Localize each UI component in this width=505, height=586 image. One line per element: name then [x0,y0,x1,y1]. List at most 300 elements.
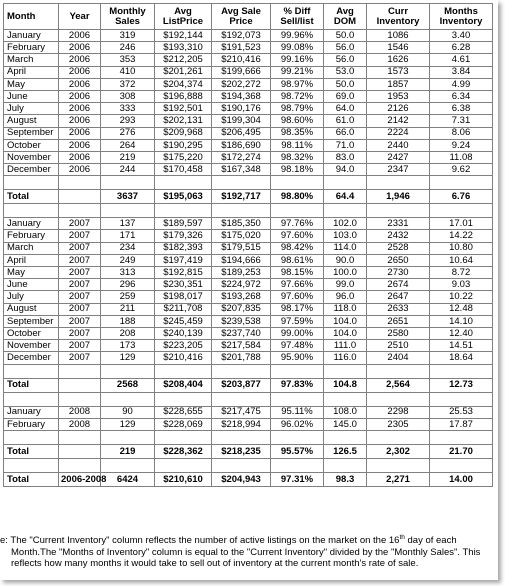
grand-total-row [4,472,493,486]
cell-month: June [4,279,59,291]
spacer-row [4,458,493,472]
cell-month: February [4,418,59,430]
table-row [4,406,493,418]
cell-monthly-sales: 188 [101,315,155,327]
cell-months-inventory: 10.80 [430,242,493,254]
cell-avg-dom: 116.0 [324,352,367,364]
cell-avg-dom: 56.0 [324,42,367,54]
cell-pct-diff: 99.00% [271,327,324,339]
cell-avg-dom: 108.0 [324,406,367,418]
inventory-table [3,3,493,487]
cell-year: 2006 [59,151,101,163]
cell-monthly-sales: 173 [101,340,155,352]
cell-monthly-sales: 276 [101,127,155,139]
cell-avg-dom: 96.0 [324,291,367,303]
cell-avg-list-price: $245,459 [155,315,212,327]
table-row [4,230,493,242]
cell-avg-dom: 104.0 [324,315,367,327]
table-row [4,267,493,279]
empty-cell [430,204,493,218]
cell-curr-inventory: 2440 [367,139,430,151]
header-avg-dom: Avg DOM [324,4,367,30]
footnote-line-2: Month.The "Months of Inventory" column is equal to the "Current Inventory" divided by the "Monthly Sales". This [11,546,481,558]
table-row [4,78,493,90]
empty-cell [271,458,324,472]
cell-pct-diff: 97.60% [271,230,324,242]
cell-month: November [4,151,59,163]
cell-avg-list-price: $210,416 [155,352,212,364]
cell-year: 2006 [59,30,101,42]
cell-avg-dom: 114.0 [324,242,367,254]
spacer-row [4,364,493,378]
empty-cell [155,204,212,218]
cell-pct-diff: 96.02% [271,418,324,430]
cell-year [59,378,101,392]
empty-cell [101,204,155,218]
cell-avg-list-price: $190,295 [155,139,212,151]
cell-avg-dom: 53.0 [324,66,367,78]
cell-avg-sale-price: $218,994 [212,418,271,430]
cell-avg-list-price: $201,261 [155,66,212,78]
cell-avg-sale-price: $237,740 [212,327,271,339]
cell-avg-dom: 71.0 [324,139,367,151]
cell-avg-sale-price: $190,176 [212,103,271,115]
table-body [4,30,493,487]
cell-monthly-sales: 211 [101,303,155,315]
cell-avg-list-price: $211,708 [155,303,212,315]
header-monthly-sales: Monthly Sales [101,4,155,30]
cell-months-inventory: 6.28 [430,42,493,54]
cell-avg-sale-price: $210,416 [212,54,271,66]
cell-avg-list-price: $198,017 [155,291,212,303]
cell-pct-diff: 97.31% [271,472,324,486]
empty-cell [155,176,212,190]
cell-avg-list-price: $228,362 [155,444,212,458]
empty-cell [155,392,212,406]
empty-cell [101,430,155,444]
cell-avg-dom: 104.8 [324,378,367,392]
cell-year: 2007 [59,279,101,291]
cell-months-inventory: 18.64 [430,352,493,364]
cell-avg-sale-price: $185,350 [212,218,271,230]
cell-month: February [4,42,59,54]
empty-cell [101,392,155,406]
cell-avg-list-price: $192,144 [155,30,212,42]
cell-avg-dom: 83.0 [324,151,367,163]
empty-cell [324,204,367,218]
cell-avg-sale-price: $202,272 [212,78,271,90]
cell-curr-inventory: 2580 [367,327,430,339]
cell-month: Total [4,378,59,392]
empty-cell [324,364,367,378]
cell-pct-diff: 98.42% [271,242,324,254]
cell-months-inventory: 12.40 [430,327,493,339]
cell-avg-sale-price: $186,690 [212,139,271,151]
empty-cell [430,176,493,190]
cell-pct-diff: 95.57% [271,444,324,458]
cell-month: July [4,103,59,115]
cell-months-inventory: 4.99 [430,78,493,90]
cell-curr-inventory: 2,302 [367,444,430,458]
empty-cell [59,364,101,378]
cell-month: July [4,291,59,303]
cell-avg-sale-price: $217,584 [212,340,271,352]
cell-avg-sale-price: $224,972 [212,279,271,291]
cell-avg-dom: 103.0 [324,230,367,242]
cell-year: 2007 [59,303,101,315]
cell-months-inventory: 10.64 [430,254,493,266]
table-row [4,127,493,139]
cell-months-inventory: 3.40 [430,30,493,42]
empty-cell [271,176,324,190]
empty-cell [430,430,493,444]
cell-curr-inventory: 2,271 [367,472,430,486]
cell-curr-inventory: 2650 [367,254,430,266]
cell-pct-diff: 97.60% [271,291,324,303]
cell-year: 2007 [59,291,101,303]
cell-avg-list-price: $228,655 [155,406,212,418]
header-month: Month [4,4,59,30]
table-row [4,115,493,127]
cell-monthly-sales: 129 [101,352,155,364]
empty-cell [430,364,493,378]
empty-cell [324,392,367,406]
cell-monthly-sales: 293 [101,115,155,127]
cell-month: October [4,139,59,151]
table-row [4,218,493,230]
cell-avg-dom: 94.0 [324,164,367,176]
cell-months-inventory: 8.72 [430,267,493,279]
cell-months-inventory: 6.34 [430,90,493,102]
cell-pct-diff: 95.11% [271,406,324,418]
cell-avg-list-price: $209,968 [155,127,212,139]
empty-cell [212,364,271,378]
table-row [4,151,493,163]
cell-curr-inventory: 2298 [367,406,430,418]
cell-pct-diff: 97.83% [271,378,324,392]
header-avg-sale-price: Avg Sale Price [212,4,271,30]
table-row [4,30,493,42]
cell-year: 2007 [59,230,101,242]
cell-monthly-sales: 2568 [101,378,155,392]
cell-year: 2006 [59,103,101,115]
cell-avg-dom: 50.0 [324,78,367,90]
table-row [4,279,493,291]
cell-months-inventory: 17.87 [430,418,493,430]
cell-avg-sale-price: $192,717 [212,190,271,204]
cell-avg-sale-price: $172,274 [212,151,271,163]
cell-monthly-sales: 90 [101,406,155,418]
empty-cell [324,430,367,444]
cell-year: 2007 [59,315,101,327]
empty-cell [155,458,212,472]
cell-avg-dom: 104.0 [324,327,367,339]
cell-avg-list-price: $212,205 [155,54,212,66]
empty-cell [155,364,212,378]
cell-monthly-sales: 246 [101,42,155,54]
cell-curr-inventory: 2427 [367,151,430,163]
cell-avg-sale-price: $179,515 [212,242,271,254]
cell-avg-list-price: $204,374 [155,78,212,90]
cell-year: 2007 [59,254,101,266]
cell-avg-sale-price: $239,538 [212,315,271,327]
empty-cell [59,176,101,190]
cell-month: January [4,218,59,230]
cell-avg-list-price: $175,220 [155,151,212,163]
cell-avg-sale-price: $218,235 [212,444,271,458]
cell-avg-sale-price: $167,348 [212,164,271,176]
cell-curr-inventory: 2404 [367,352,430,364]
cell-pct-diff: 98.97% [271,78,324,90]
empty-cell [430,458,493,472]
cell-curr-inventory: 2647 [367,291,430,303]
cell-year: 2006 [59,42,101,54]
cell-year: 2006 [59,90,101,102]
cell-monthly-sales: 208 [101,327,155,339]
cell-avg-dom: 126.5 [324,444,367,458]
cell-curr-inventory: 2674 [367,279,430,291]
cell-avg-sale-price: $193,268 [212,291,271,303]
cell-year: 2006-2008 [59,472,101,486]
cell-months-inventory: 9.62 [430,164,493,176]
header-pct-diff: % Diff Sell/list [271,4,324,30]
cell-year: 2007 [59,352,101,364]
cell-avg-list-price: $195,063 [155,190,212,204]
cell-curr-inventory: 2331 [367,218,430,230]
empty-cell [271,204,324,218]
table-row [4,90,493,102]
cell-pct-diff: 98.11% [271,139,324,151]
cell-months-inventory: 9.03 [430,279,493,291]
cell-curr-inventory: 1953 [367,90,430,102]
cell-avg-list-price: $189,597 [155,218,212,230]
cell-avg-sale-price: $203,877 [212,378,271,392]
table-row [4,42,493,54]
cell-months-inventory: 3.84 [430,66,493,78]
cell-year [59,444,101,458]
spacer-row [4,392,493,406]
table-row [4,103,493,115]
footnote-line-1 [0,535,495,547]
cell-months-inventory: 11.08 [430,151,493,163]
spacer-row [4,204,493,218]
cell-pct-diff: 98.80% [271,190,324,204]
cell-monthly-sales: 313 [101,267,155,279]
cell-months-inventory: 10.22 [430,291,493,303]
cell-months-inventory: 12.73 [430,378,493,392]
table-row [4,242,493,254]
cell-avg-dom: 56.0 [324,54,367,66]
cell-month: March [4,242,59,254]
cell-curr-inventory: 2224 [367,127,430,139]
cell-monthly-sales: 171 [101,230,155,242]
cell-months-inventory: 6.38 [430,103,493,115]
empty-cell [59,392,101,406]
cell-pct-diff: 98.18% [271,164,324,176]
cell-monthly-sales: 264 [101,139,155,151]
cell-avg-dom: 69.0 [324,90,367,102]
cell-year: 2006 [59,115,101,127]
cell-month: Total [4,472,59,486]
table-row [4,66,493,78]
empty-cell [4,392,59,406]
inventory-table-container [3,3,492,487]
cell-month: November [4,340,59,352]
cell-curr-inventory: 2510 [367,340,430,352]
cell-avg-sale-price: $207,835 [212,303,271,315]
cell-curr-inventory: 1086 [367,30,430,42]
empty-cell [212,430,271,444]
cell-months-inventory: 4.61 [430,54,493,66]
footnote [0,535,495,570]
cell-month: January [4,30,59,42]
cell-pct-diff: 95.90% [271,352,324,364]
cell-avg-dom: 90.0 [324,254,367,266]
cell-monthly-sales: 219 [101,444,155,458]
cell-months-inventory: 14.00 [430,472,493,486]
empty-cell [324,176,367,190]
cell-pct-diff: 97.66% [271,279,324,291]
table-row [4,340,493,352]
empty-cell [367,204,430,218]
empty-cell [212,458,271,472]
cell-avg-list-price: $197,419 [155,254,212,266]
cell-curr-inventory: 2,564 [367,378,430,392]
cell-month: December [4,164,59,176]
cell-months-inventory: 14.22 [430,230,493,242]
cell-pct-diff: 99.08% [271,42,324,54]
empty-cell [101,458,155,472]
footnote-text-1a: e: The "Current Inventory" column reflects the number of active listings on the market on the 16 [0,535,400,546]
cell-pct-diff: 98.79% [271,103,324,115]
footnote-text-1b: day of each [404,535,457,546]
empty-cell [4,204,59,218]
cell-year: 2007 [59,218,101,230]
empty-cell [59,430,101,444]
cell-avg-sale-price: $201,788 [212,352,271,364]
cell-curr-inventory: 2432 [367,230,430,242]
cell-months-inventory: 14.10 [430,315,493,327]
empty-cell [367,392,430,406]
cell-monthly-sales: 296 [101,279,155,291]
cell-avg-dom: 64.0 [324,103,367,115]
cell-month: August [4,303,59,315]
total-row [4,378,493,392]
cell-year: 2007 [59,242,101,254]
cell-avg-sale-price: $192,073 [212,30,271,42]
cell-month: December [4,352,59,364]
table-row [4,303,493,315]
cell-monthly-sales: 333 [101,103,155,115]
cell-monthly-sales: 129 [101,418,155,430]
empty-cell [324,458,367,472]
cell-monthly-sales: 6424 [101,472,155,486]
cell-curr-inventory: 2528 [367,242,430,254]
footnote-superscript: th [399,534,405,541]
cell-avg-dom: 99.0 [324,279,367,291]
cell-avg-dom: 100.0 [324,267,367,279]
empty-cell [367,430,430,444]
empty-cell [367,364,430,378]
cell-year: 2007 [59,340,101,352]
cell-avg-dom: 102.0 [324,218,367,230]
cell-year: 2006 [59,139,101,151]
cell-avg-list-price: $192,501 [155,103,212,115]
cell-months-inventory: 25.53 [430,406,493,418]
cell-year: 2008 [59,406,101,418]
cell-curr-inventory: 2126 [367,103,430,115]
cell-month: August [4,115,59,127]
cell-avg-sale-price: $199,304 [212,115,271,127]
cell-avg-sale-price: $189,253 [212,267,271,279]
cell-curr-inventory: 2730 [367,267,430,279]
cell-monthly-sales: 234 [101,242,155,254]
cell-avg-list-price: $208,404 [155,378,212,392]
cell-year: 2006 [59,66,101,78]
table-row [4,352,493,364]
cell-month: June [4,90,59,102]
cell-year: 2008 [59,418,101,430]
cell-avg-list-price: $202,131 [155,115,212,127]
cell-curr-inventory: 2347 [367,164,430,176]
cell-avg-dom: 50.0 [324,30,367,42]
table-row [4,54,493,66]
cell-month: April [4,254,59,266]
cell-year: 2006 [59,164,101,176]
cell-monthly-sales: 410 [101,66,155,78]
empty-cell [212,204,271,218]
header-year: Year [59,4,101,30]
cell-avg-list-price: $240,139 [155,327,212,339]
cell-avg-list-price: $210,610 [155,472,212,486]
cell-months-inventory: 8.06 [430,127,493,139]
cell-avg-dom: 118.0 [324,303,367,315]
cell-year: 2007 [59,267,101,279]
cell-curr-inventory: 1857 [367,78,430,90]
cell-pct-diff: 98.35% [271,127,324,139]
cell-months-inventory: 6.76 [430,190,493,204]
empty-cell [212,176,271,190]
cell-month: Total [4,190,59,204]
cell-avg-list-price: $228,069 [155,418,212,430]
cell-avg-dom: 66.0 [324,127,367,139]
cell-avg-sale-price: $191,523 [212,42,271,54]
cell-avg-dom: 64.4 [324,190,367,204]
cell-curr-inventory: 1626 [367,54,430,66]
table-row [4,254,493,266]
cell-avg-sale-price: $194,666 [212,254,271,266]
cell-monthly-sales: 372 [101,78,155,90]
cell-pct-diff: 98.32% [271,151,324,163]
cell-months-inventory: 9.24 [430,139,493,151]
cell-months-inventory: 7.31 [430,115,493,127]
empty-cell [367,458,430,472]
cell-avg-list-price: $223,205 [155,340,212,352]
cell-curr-inventory: 2305 [367,418,430,430]
cell-curr-inventory: 1,946 [367,190,430,204]
header-row [4,4,493,30]
cell-month: May [4,78,59,90]
table-row [4,315,493,327]
empty-cell [271,364,324,378]
cell-avg-sale-price: $217,475 [212,406,271,418]
cell-months-inventory: 12.48 [430,303,493,315]
cell-curr-inventory: 2142 [367,115,430,127]
cell-curr-inventory: 1573 [367,66,430,78]
cell-avg-sale-price: $175,020 [212,230,271,242]
cell-monthly-sales: 249 [101,254,155,266]
cell-avg-sale-price: $206,495 [212,127,271,139]
